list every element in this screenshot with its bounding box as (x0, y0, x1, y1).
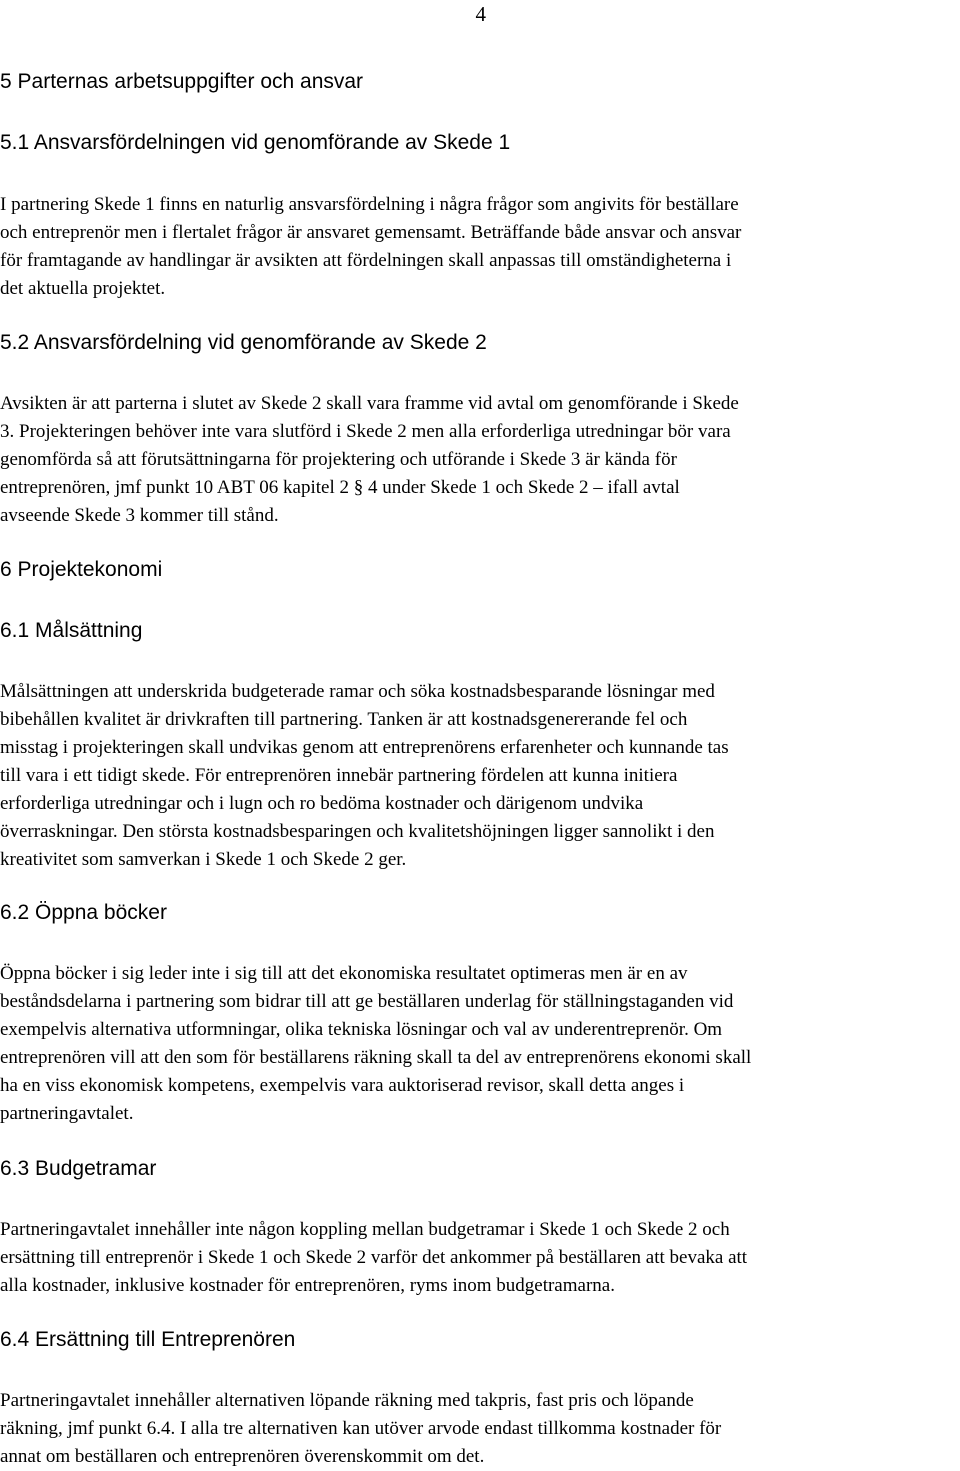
paragraph-line: och entreprenör men i flertalet frågor är ansvaret gemensamt. Beträffande både ansvar och ansvar (0, 222, 742, 243)
paragraph-line: Avsikten är att parterna i slutet av Skede 2 skall vara framme vid avtal om genomförande i Skede (0, 393, 739, 414)
paragraph-line: Målsättningen att underskrida budgeterade ramar och söka kostnadsbesparande lösningar med (0, 681, 715, 702)
paragraph-line: Öppna böcker i sig leder inte i sig till att det ekonomiska resultatet optimeras men är en av (0, 963, 688, 984)
page-number: 4 (475, 2, 486, 26)
heading-6-3: 6.3 Budgetramar (0, 1157, 157, 1180)
paragraph-line: entreprenören vill att den som för beställarens räkning skall ta del av entreprenörens ekonomi skall (0, 1047, 752, 1068)
heading-5-2: 5.2 Ansvarsfördelning vid genomförande av Skede 2 (0, 331, 487, 354)
paragraph-6-3 (0, 1216, 960, 1300)
heading-6-1: 6.1 Målsättning (0, 619, 143, 642)
paragraph-line: ha en viss ekonomisk kompetens, exempelvis vara auktoriserad revisor, skall detta anges i (0, 1075, 685, 1096)
paragraph-line: entreprenören, jmf punkt 10 ABT 06 kapitel 2 § 4 under Skede 1 och Skede 2 – ifall avtal (0, 477, 680, 498)
heading-6-4: 6.4 Ersättning till Entreprenören (0, 1328, 296, 1351)
heading-6-2: 6.2 Öppna böcker (0, 901, 167, 924)
paragraph-line: bibehållen kvalitet är drivkraften till partnering. Tanken är att kostnadsgenererande fel och (0, 709, 688, 730)
paragraph-5-1 (0, 191, 960, 303)
heading-6: 6 Projektekonomi (0, 558, 163, 581)
paragraph-line: överraskningar. Den största kostnadsbesparingen och kvalitetshöjningen ligger sannolikt i den (0, 821, 715, 842)
paragraph-line: misstag i projekteringen skall undvikas genom att entreprenörens erfarenheter och kunnande tas (0, 737, 729, 758)
paragraph-5-2 (0, 390, 960, 530)
paragraph-6-1 (0, 678, 960, 874)
paragraph-line: erforderliga utredningar och i lugn och ro bedöma kostnader och därigenom undvika (0, 793, 644, 814)
paragraph-line: beståndsdelarna i partnering som bidrar till att ge beställaren underlag för ställningstaganden vid (0, 991, 734, 1012)
paragraph-line: annat om beställaren och entreprenören överenskommit om det. (0, 1446, 485, 1467)
heading-5-1: 5.1 Ansvarsfördelningen vid genomförande av Skede 1 (0, 131, 511, 154)
paragraph-line: kreativitet som samverkan i Skede 1 och Skede 2 ger. (0, 849, 407, 870)
paragraph-line: partneringavtalet. (0, 1103, 134, 1124)
paragraph-6-4 (0, 1387, 960, 1471)
heading-5: 5 Parternas arbetsuppgifter och ansvar (0, 70, 364, 93)
paragraph-6-2 (0, 960, 960, 1128)
paragraph-line: genomförda så att förutsättningarna för projektering och utförande i Skede 3 är kända för (0, 449, 677, 470)
paragraph-line: I partnering Skede 1 finns en naturlig ansvarsfördelning i några frågor som angivits för beställare (0, 194, 739, 215)
paragraph-line: Partneringavtalet innehåller alternativen löpande räkning med takpris, fast pris och löpande (0, 1390, 694, 1411)
paragraph-line: alla kostnader, inklusive kostnader för entreprenören, ryms inom budgetramarna. (0, 1275, 615, 1296)
paragraph-line: räkning, jmf punkt 6.4. I alla tre alternativen kan utöver arvode endast tillkomma kostnader för (0, 1418, 722, 1439)
paragraph-line: avseende Skede 3 kommer till stånd. (0, 505, 279, 526)
paragraph-line: Partneringavtalet innehåller inte någon koppling mellan budgetramar i Skede 1 och Skede 2 och (0, 1219, 730, 1240)
paragraph-line: det aktuella projektet. (0, 278, 166, 299)
paragraph-line: för framtagande av handlingar är avsikten att fördelningen skall anpassas till omständigheterna i (0, 250, 732, 271)
paragraph-line: till vara i ett tidigt skede. För entreprenören innebär partnering fördelen att kunna initiera (0, 765, 678, 786)
paragraph-line: exempelvis alternativa utformningar, olika tekniska lösningar och val av underentreprenör. Om (0, 1019, 723, 1040)
paragraph-line: ersättning till entreprenör i Skede 1 och Skede 2 varför det ankommer på beställaren att bevaka att (0, 1247, 748, 1268)
paragraph-line: 3. Projekteringen behöver inte vara slutförd i Skede 2 men alla erforderliga utredningar bör vara (0, 421, 731, 442)
